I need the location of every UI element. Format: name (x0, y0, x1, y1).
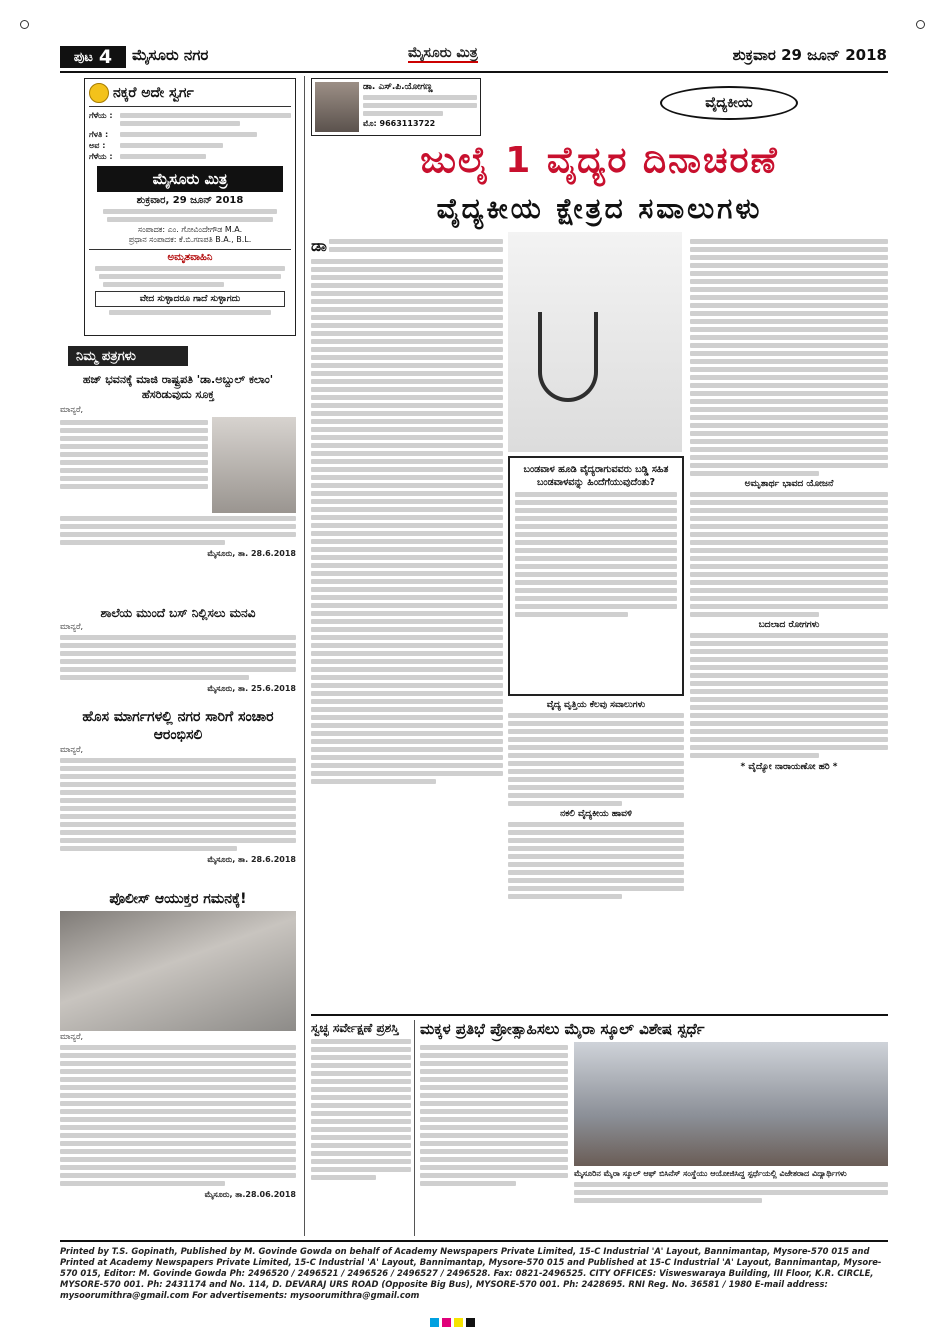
body-text-line (690, 524, 888, 529)
column-divider (414, 1020, 415, 1236)
letter-salute: ಮಾನ್ಯರೆ, (60, 405, 84, 414)
body-text-line (311, 547, 503, 552)
body-text-line (311, 339, 503, 344)
body-text-line (690, 580, 888, 585)
issue-date: ಶುಕ್ರವಾರ 29 ಜೂನ್ 2018 (732, 46, 887, 64)
body-text-line (311, 1175, 376, 1180)
body-text-line (420, 1093, 568, 1098)
chief-editor-label: ಪ್ರಧಾನ ಸಂಪಾದಕ: ಕೆ.ಬಿ.ಗಣಪತಿ (128, 235, 213, 244)
body-text-line (420, 1173, 568, 1178)
nakkare-box (84, 78, 296, 336)
body-text-line (311, 491, 503, 496)
body-text-line (690, 255, 888, 260)
body-text-line (690, 516, 888, 521)
body-text-line (311, 267, 503, 272)
body-text-line (420, 1053, 568, 1058)
body-text-line (690, 604, 888, 609)
dialog-label: ಗೆಳೆಯ : (89, 152, 113, 161)
article-col-3 (690, 236, 888, 1010)
closing-line: * ವೈದ್ಯೋ ನಾರಾಯಣೋ ಹರಿ * (740, 762, 838, 772)
body-text-line (420, 1117, 568, 1122)
body-text-line (311, 307, 503, 312)
amrutha-title: ಅಮೃತವಾಹಿನಿ (89, 249, 291, 263)
dialog-label: ಗೆಳೆಯ : (89, 111, 113, 120)
body-text-line (508, 894, 622, 899)
body-text-line (690, 729, 888, 734)
body-text-line (508, 822, 684, 827)
headline-main: ಜುಲೈ 1 ವೈದ್ಯರ ದಿನಾಚರಣೆ (420, 140, 779, 181)
body-text-line (311, 1159, 411, 1164)
body-text-line (690, 287, 888, 292)
subhead: ವೈದ್ಯ ವೃತ್ತಿಯ ಕೆಲವು ಸವಾಲುಗಳು (546, 700, 646, 710)
letter-headline: ಪೊಲೀಸ್ ಆಯುಕ್ತರ ಗಮನಕ್ಕೆ! (109, 891, 247, 907)
body-text-line (311, 475, 503, 480)
body-text-line (690, 239, 888, 244)
section-tag-label: ವೈದ್ಯಕೀಯ (705, 95, 753, 111)
body-text-line (690, 471, 819, 476)
body-text-line (420, 1045, 568, 1050)
color-bar (430, 1318, 475, 1327)
body-text-line (311, 1087, 411, 1092)
left-column (60, 76, 300, 1236)
body-text-line (508, 753, 684, 758)
body-text-line (690, 633, 888, 638)
body-text-line (311, 419, 503, 424)
students-photo (574, 1042, 888, 1166)
section-name: ಮೈಸೂರು ನಗರ (132, 46, 209, 64)
letter-salute: ಮಾನ್ಯರೆ, (60, 745, 84, 754)
body-text-line (311, 667, 503, 672)
body-text-line (311, 531, 503, 536)
body-text-line (690, 279, 888, 284)
imprint: Printed by T.S. Gopinath, Published by M. Govinde Gowda on behalf of Academy Newspapers Private Limited, 15-C Industrial 'A' Layout, Bannimantap, Mysore-570 015 and Printed at Academy Newspapers Private Limited, 15-C Industrial 'A' Layout, Bannimantap, Mysore-570 015 and Published at 15-C Industrial 'A' Layout, Bannimantap, Mysore-570 015, Editor: M. Govinde Gowda Ph: 2496520 / 2496521 / 2496526 / 2496527 / 2496528. Fax: 0821-2496525. CITY OFFICES: Visweswaraya Building, III Floor, K.R. CIRCLE, MYSORE-570 001. Ph: 2431174 and No. 114, D. DEVARAJ URS ROAD (Opposite Big Bus), MYSORE-570 001. Ph: 2428695. RNI Reg. No. 36581 / 1980 E-mail address: mysoorumithra@gmail.com For advertisements: mysoorumithra@gmail.com (60, 1246, 882, 1300)
subhead: ಅಮೃತಾರ್ಥ ಭಾವದ ಯೋಜನೆ (744, 479, 834, 489)
body-text-line (311, 587, 503, 592)
body-text-line (690, 500, 888, 505)
body-text-line (311, 579, 503, 584)
body-text-line (311, 651, 503, 656)
dialog-label: ಅವ : (89, 141, 106, 150)
body-text-line (311, 379, 503, 384)
body-text-line (311, 555, 503, 560)
body-text-line (690, 641, 888, 646)
letter-salute: ಮಾನ್ಯರೆ, (60, 1032, 84, 1041)
headline-sub: ವೈದ್ಯಕೀಯ ಕ್ಷೇತ್ರದ ಸವಾಲುಗಳು (436, 192, 763, 225)
body-text-line (420, 1165, 568, 1170)
pullquote-text: ಬಂಡವಾಳ ಹೂಡಿ ವೈದ್ಯರಾಗುವವರು ಬಡ್ಡಿ ಸಹಿತ ಬಂಡವಾಳವನ್ನು ಹಿಂದೆಗೆಯುವುದೆಂತು? (523, 464, 669, 488)
body-text-line (420, 1109, 568, 1114)
article-rule (311, 1014, 888, 1016)
subhead: ಬದಲಾದ ರೋಗಗಳು (758, 620, 820, 630)
body-text-line (311, 1127, 411, 1132)
body-text-line (690, 745, 888, 750)
body-text-line (690, 540, 888, 545)
body-text-line (690, 399, 888, 404)
body-text-line (690, 295, 888, 300)
body-text-line (690, 439, 888, 444)
letters-title: ನಿಮ್ಮ ಪತ್ರಗಳು (76, 348, 136, 364)
letter-signoff: ಮೈಸೂರು, ತಾ.28.06.2018 (204, 1190, 296, 1199)
kalam-photo (212, 417, 296, 513)
body-text-line (311, 1063, 411, 1068)
body-text-line (311, 1167, 411, 1172)
doctor-photo (508, 232, 682, 452)
body-text-line (311, 331, 503, 336)
subhead: ನಕಲಿ ವೈದ್ಯಕೀಯ ಹಾವಳಿ (560, 809, 632, 819)
body-text-line (690, 492, 888, 497)
body-text-line (311, 1135, 411, 1140)
body-text-line (311, 1079, 411, 1084)
mast-box: ಮೈಸೂರು ಮಿತ್ರ (97, 166, 283, 192)
page-number: 4 (98, 46, 113, 68)
editor-label: ಸಂಪಾದಕ: ಎಂ. ಗೋವಿಂದೇಗೌಡ (137, 225, 223, 234)
body-text-line (311, 443, 503, 448)
body-text-line (508, 793, 684, 798)
body-text-line (690, 713, 888, 718)
body-text-line (690, 673, 888, 678)
body-text-line (690, 335, 888, 340)
body-text-line (508, 721, 684, 726)
body-text-line (508, 729, 684, 734)
body-text-line (311, 659, 503, 664)
body-text-line (690, 705, 888, 710)
body-text-line (311, 715, 503, 720)
body-text-line (690, 351, 888, 356)
body-text-line (690, 455, 888, 460)
body-text-line (690, 415, 888, 420)
body-text-line (311, 323, 503, 328)
laughing-face-icon (89, 83, 109, 103)
stethoscope-icon (538, 312, 598, 402)
pullquote-box (508, 456, 684, 696)
body-text-line (690, 271, 888, 276)
body-text-line (508, 846, 684, 851)
body-text-line (690, 556, 888, 561)
body-text-line (508, 769, 684, 774)
footer-rule (60, 1240, 888, 1242)
body-text-line (311, 259, 503, 264)
swachh-story (311, 1020, 411, 1236)
header-rule (60, 71, 888, 73)
body-text-line (690, 447, 888, 452)
body-text-line (311, 635, 503, 640)
body-text-line (690, 263, 888, 268)
body-text-line (311, 619, 503, 624)
body-text-line (311, 595, 503, 600)
body-text-line (311, 283, 503, 288)
body-text-line (690, 375, 888, 380)
body-text-line (420, 1157, 568, 1162)
letter-signoff: ಮೈಸೂರು, ತಾ. 25.6.2018 (207, 684, 296, 693)
body-text-line (311, 739, 503, 744)
body-text-line (311, 363, 503, 368)
body-text-line (690, 367, 888, 372)
dialog-label: ಗೆಳತಿ : (89, 130, 109, 139)
article-col-1 (311, 236, 503, 1010)
body-text-line (690, 588, 888, 593)
author-photo (315, 82, 359, 132)
letter-4 (60, 891, 296, 1200)
body-text-line (690, 247, 888, 252)
body-text-line (508, 785, 684, 790)
body-text-line (311, 291, 503, 296)
body-text-line (690, 596, 888, 601)
body-text-line (311, 611, 503, 616)
body-text-line (690, 564, 888, 569)
editor-degree: M.A. (224, 225, 243, 234)
body-text-line (690, 327, 888, 332)
body-text-line (508, 777, 684, 782)
body-text-line (311, 467, 503, 472)
body-text-line (690, 463, 888, 468)
body-text-line (690, 319, 888, 324)
body-text-line (311, 411, 503, 416)
author-box (311, 78, 481, 136)
body-text-line (420, 1133, 568, 1138)
body-text-line (311, 483, 503, 488)
body-text-line (690, 681, 888, 686)
body-text-line (508, 854, 684, 859)
body-text-line (311, 371, 503, 376)
body-text-line (311, 707, 503, 712)
body-text-line (311, 315, 503, 320)
body-text-line (311, 643, 503, 648)
body-text-line (690, 391, 888, 396)
body-text-line (311, 723, 503, 728)
body-text-line (690, 548, 888, 553)
letter-signoff: ಮೈಸೂರು, ತಾ. 28.6.2018 (207, 549, 296, 558)
body-text-line (311, 675, 503, 680)
body-text-line (311, 1071, 411, 1076)
body-text-line (508, 838, 684, 843)
body-text-line (311, 1143, 411, 1148)
body-text-line (311, 523, 503, 528)
body-text-line (311, 347, 503, 352)
chief-editor-degree: B.A., B.L. (215, 235, 252, 244)
body-text-line (311, 699, 503, 704)
proverb: ವೇದ ಸುಳ್ಳಾದರೂ ಗಾದೆ ಸುಳ್ಳಾಗದು (95, 291, 285, 307)
nakkare-title: ನಕ್ಕರೆ ಅದೇ ಸ್ವರ್ಗ (113, 85, 194, 101)
body-text-line (690, 649, 888, 654)
body-text-line (311, 627, 503, 632)
body-text-line (311, 571, 503, 576)
body-text-line (311, 1055, 411, 1060)
body-text-line (690, 311, 888, 316)
body-text-line (311, 507, 503, 512)
body-text-line (311, 403, 503, 408)
letter-salute: ಮಾನ್ಯರೆ, (60, 622, 84, 631)
body-text-line (690, 612, 819, 617)
letter-1 (60, 372, 296, 559)
body-text-line (508, 830, 684, 835)
registration-mark (916, 20, 925, 29)
body-text-line (690, 532, 888, 537)
body-text-line (690, 737, 888, 742)
body-text-line (311, 1151, 411, 1156)
body-text-line (420, 1069, 568, 1074)
article-col-2 (508, 700, 684, 1010)
body-text-line (311, 691, 503, 696)
body-text-line (311, 515, 503, 520)
body-text-line (690, 303, 888, 308)
body-text-line (311, 1111, 411, 1116)
body-text-line (690, 431, 888, 436)
body-text-line (690, 359, 888, 364)
letter-signoff: ಮೈಸೂರು, ತಾ. 28.6.2018 (207, 855, 296, 864)
body-text-line (311, 603, 503, 608)
body-text-line (311, 539, 503, 544)
body-text-line (311, 771, 503, 776)
body-text-line (690, 407, 888, 412)
letters-banner (68, 346, 188, 366)
body-text-line (420, 1141, 568, 1146)
author-name: ಡಾ. ಎಸ್.ಪಿ.ಯೋಗಣ್ಣ (363, 82, 433, 92)
section-tag (660, 86, 798, 120)
body-text-line (311, 435, 503, 440)
body-text-line (311, 779, 436, 784)
masthead: ಮೈಸೂರು ಮಿತ್ರ (408, 45, 478, 61)
body-text-line (420, 1061, 568, 1066)
body-text-line (311, 1095, 411, 1100)
mast-date: ಶುಕ್ರವಾರ, 29 ಜೂನ್ 2018 (136, 195, 244, 206)
photo-caption: ಮೈಸೂರಿನ ಮೈರಾ ಸ್ಕೂಲ್ ಆಫ್ ಬಿಸಿನೆಸ್ ಸಂಸ್ಥೆಯು ಆಯೋಜಿಸಿದ್ದ ಸ್ಪರ್ಧೆಯಲ್ಲಿ ವಿಜೇತರಾದ ವಿದ್ಯಾರ್ಥಿಗಳು (574, 1169, 847, 1178)
body-text-line (420, 1077, 568, 1082)
registration-mark (20, 20, 29, 29)
body-text-line (508, 761, 684, 766)
body-text-line (311, 683, 503, 688)
column-divider (304, 76, 305, 1236)
body-text-line (690, 689, 888, 694)
body-text-line (311, 755, 503, 760)
body-text-line (690, 665, 888, 670)
body-text-line (311, 763, 503, 768)
body-text-line (420, 1125, 568, 1130)
swachh-headline: ಸ್ವಚ್ಛ ಸರ್ವೇಕ್ಷಣೆ ಪ್ರಶಸ್ತಿ (311, 1021, 399, 1035)
body-text-line (311, 387, 503, 392)
body-text-line (311, 499, 503, 504)
body-text-line (311, 731, 503, 736)
body-text-line (311, 451, 503, 456)
body-text-line (311, 563, 503, 568)
body-text-line (311, 275, 503, 280)
body-text-line (311, 747, 503, 752)
body-text-line (690, 508, 888, 513)
body-text-line (420, 1085, 568, 1090)
body-text-line (508, 745, 684, 750)
body-text-line (508, 886, 684, 891)
body-text-line (690, 721, 888, 726)
author-phone: ಮೊ: 9663113722 (363, 119, 436, 128)
school-story (420, 1020, 888, 1236)
dropcap: ಡಾ (311, 236, 327, 255)
body-text-line (420, 1181, 516, 1186)
body-text-line (690, 383, 888, 388)
letter-2 (60, 606, 296, 694)
page-number-badge (60, 46, 126, 68)
body-text-line (311, 355, 503, 360)
body-text-line (690, 657, 888, 662)
body-text-line (508, 737, 684, 742)
body-text-line (508, 801, 622, 806)
body-text-line (508, 870, 684, 875)
body-text-line (311, 1103, 411, 1108)
body-text-line (311, 1047, 411, 1052)
body-text-line (690, 572, 888, 577)
parked-cars-photo (60, 911, 296, 1031)
letter-headline: ಹೊಸ ಮಾರ್ಗಗಳಲ್ಲಿ ನಗರ ಸಾರಿಗೆ ಸಂಚಾರ ಆರಂಭಿಸಲಿ (82, 709, 274, 743)
letter-headline: ಹಜ್ ಭವನಕ್ಕೆ ಮಾಜಿ ರಾಷ್ಟ್ರಪತಿ 'ಡಾ.ಅಬ್ದುಲ್ ಕಲಾಂ' ಹೆಸರಿಡುವುದು ಸೂಕ್ತ (82, 373, 274, 401)
letter-headline: ಶಾಲೆಯ ಮುಂದೆ ಬಸ್ ನಿಲ್ಲಿಸಲು ಮನವಿ (100, 606, 256, 620)
body-text-line (508, 878, 684, 883)
body-text-line (690, 423, 888, 428)
body-text-line (690, 697, 888, 702)
body-text-line (311, 427, 503, 432)
body-text-line (311, 459, 503, 464)
body-text-line (311, 395, 503, 400)
body-text-line (690, 343, 888, 348)
body-text-line (508, 862, 684, 867)
letter-3 (60, 708, 296, 865)
body-text-line (311, 299, 503, 304)
body-text-line (420, 1101, 568, 1106)
body-text-line (508, 713, 684, 718)
body-text-line (690, 753, 819, 758)
body-text-line (311, 1119, 411, 1124)
school-headline: ಮಕ್ಕಳ ಪ್ರತಿಭೆ ಪ್ರೋತ್ಸಾಹಿಸಲು ಮೈರಾ ಸ್ಕೂಲ್ ವಿಶೇಷ ಸ್ಪರ್ಧೆ (420, 1020, 705, 1038)
page-label: ಪುಟ (73, 49, 93, 65)
body-text-line (420, 1149, 568, 1154)
body-text-line (311, 1039, 411, 1044)
